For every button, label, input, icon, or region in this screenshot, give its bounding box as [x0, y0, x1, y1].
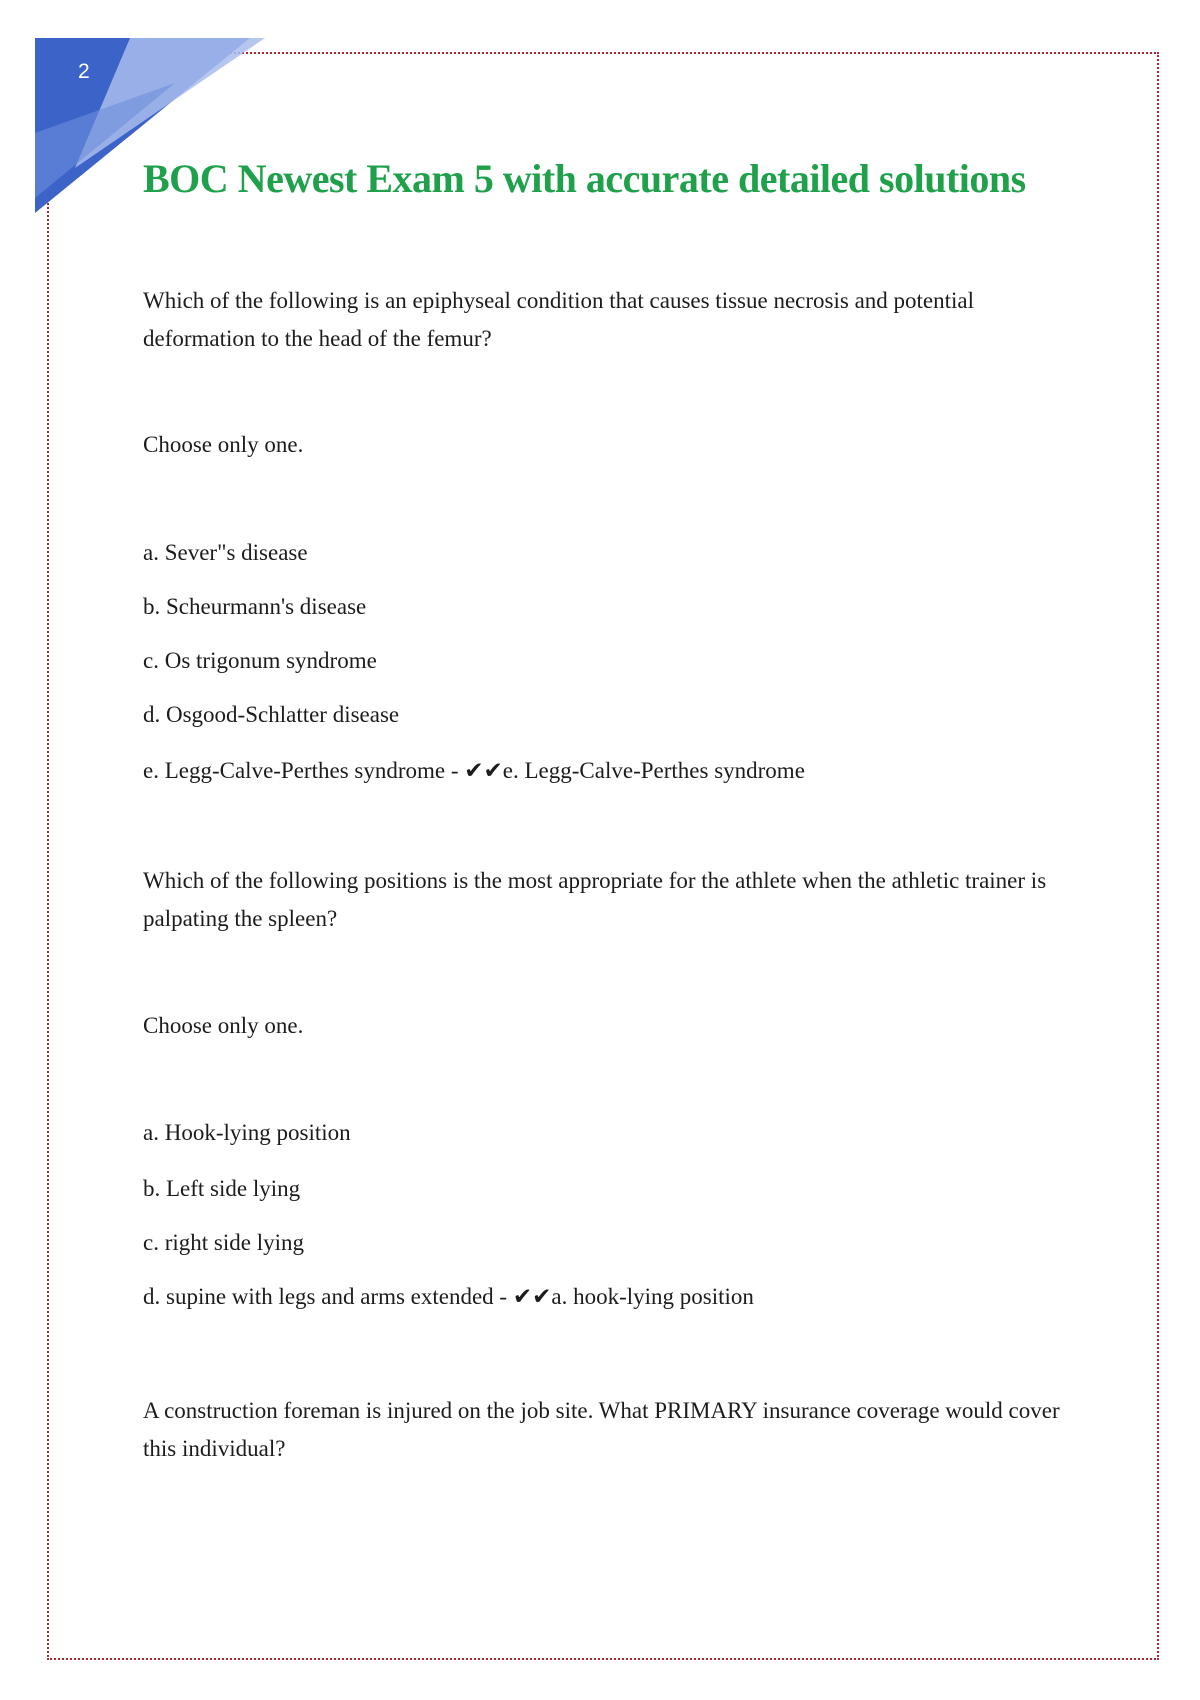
question-1-option-b: b. Scheurmann's disease — [143, 594, 367, 619]
question-1-option-d: d. Osgood-Schlatter disease — [143, 702, 400, 727]
question-2-option-c: c. right side lying — [143, 1230, 304, 1255]
page-title: BOC Newest Exam 5 with accurate detailed solutions — [143, 156, 1026, 201]
question-2-option-d-answer: d. supine with legs and arms extended - ✔✔a. hook-lying position — [143, 1284, 754, 1309]
question-2-instruction: Choose only one. — [143, 1013, 304, 1038]
question-1-option-c: c. Os trigonum syndrome — [143, 648, 377, 673]
page-number: 2 — [78, 60, 90, 83]
question-2-option-a: a. Hook-lying position — [143, 1120, 351, 1145]
question-2-option-b: b. Left side lying — [143, 1176, 301, 1201]
question-1-text: Which of the following is an epiphyseal condition that causes tissue necrosis and potential deformation to the head of the femur? — [143, 288, 974, 351]
question-1-instruction: Choose only one. — [143, 432, 304, 457]
question-2-text: Which of the following positions is the most appropriate for the athlete when the athletic trainer is palpating the spleen? — [143, 868, 1047, 931]
question-1-option-a: a. Sever"s disease — [143, 540, 308, 565]
question-3-text: A construction foreman is injured on the job site. What PRIMARY insurance coverage would cover this individual? — [143, 1398, 1060, 1461]
question-1-option-e-answer: e. Legg-Calve-Perthes syndrome - ✔✔e. Legg-Calve-Perthes syndrome — [143, 758, 805, 783]
